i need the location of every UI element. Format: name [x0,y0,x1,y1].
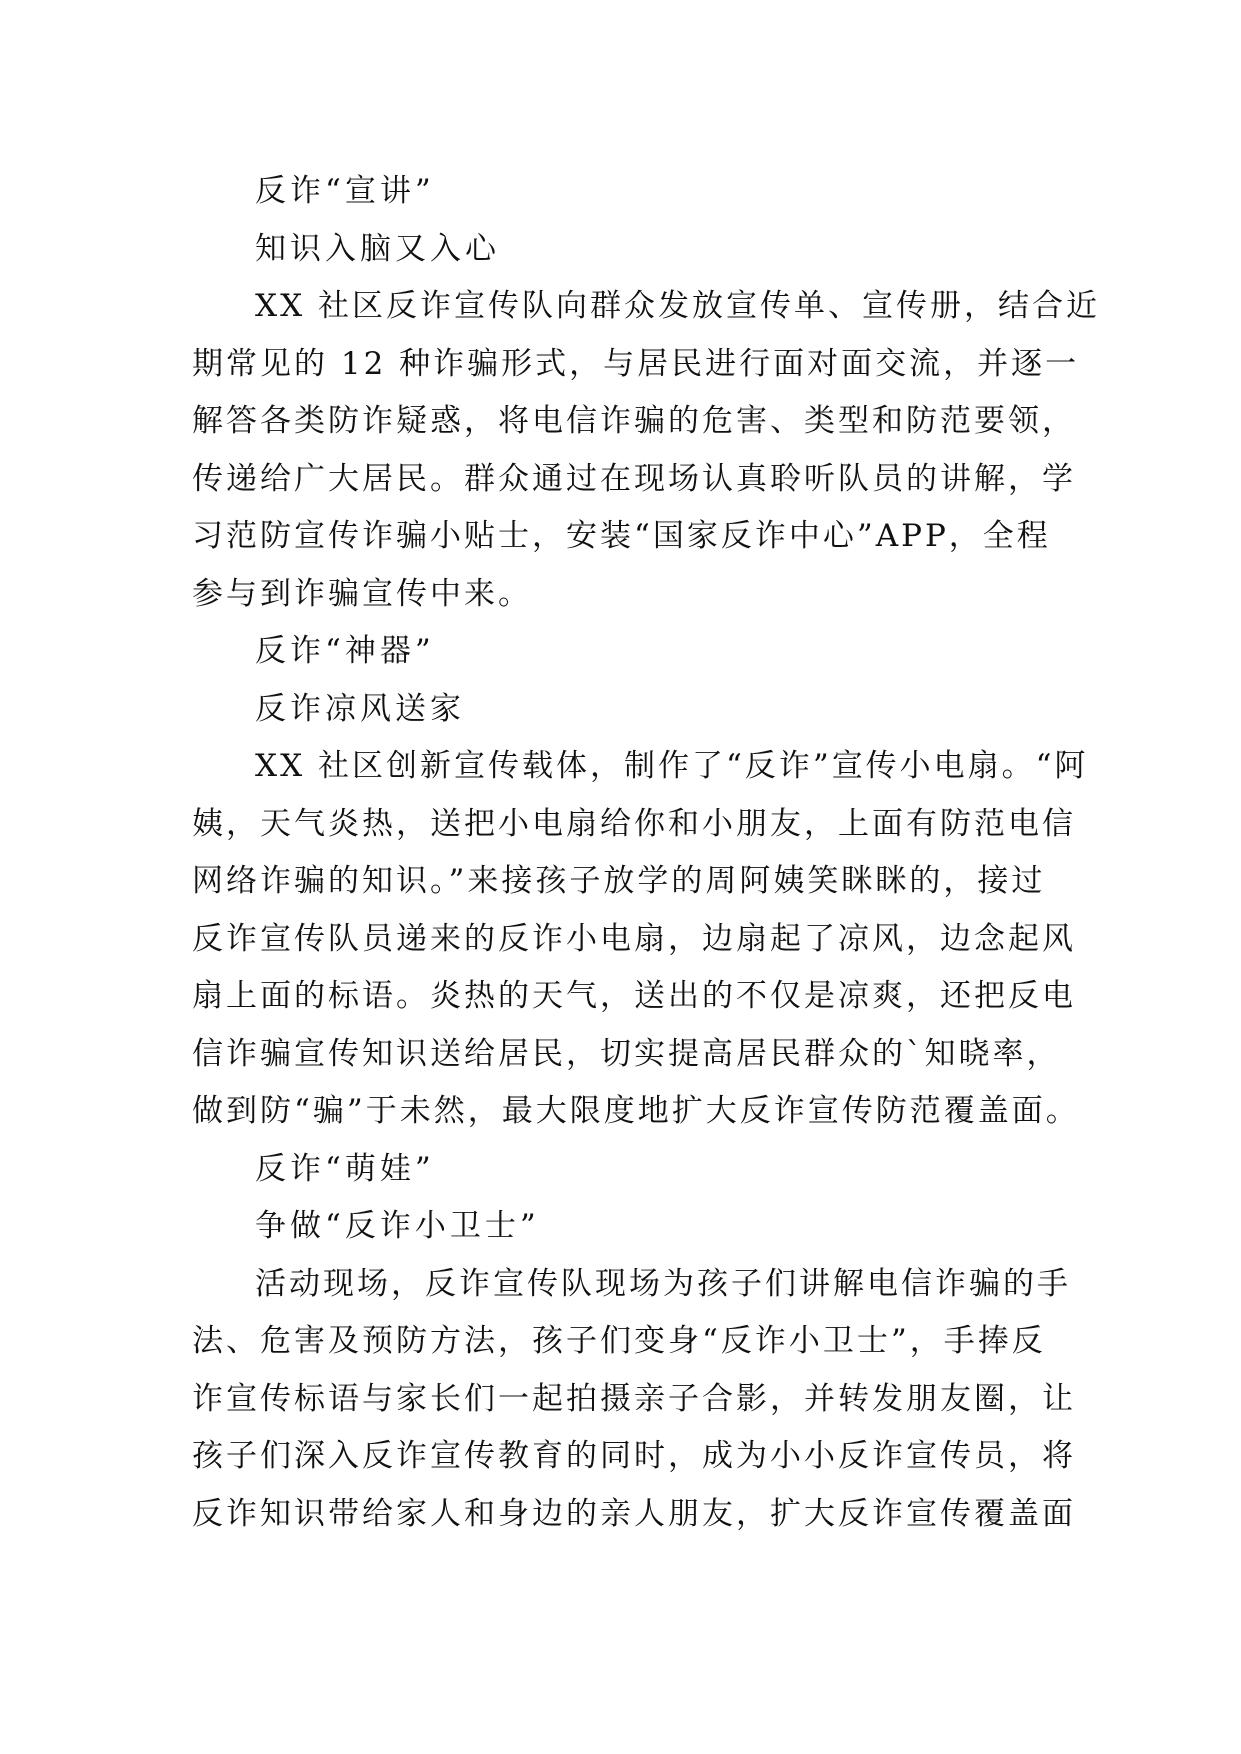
paragraph-line: 习范防宣传诈骗小贴士，安装“国家反诈中心”APP，全程 [192,518,1051,554]
paragraph-line: 扇上面的标语。炎热的天气，送出的不仅是凉爽，还把反电 [192,978,1076,1014]
section-heading: 反诈“萌娃” [255,1150,435,1187]
paragraph-line: 参与到诈骗宣传中来。 [192,575,532,612]
paragraph-line: 期常见的 12 种诈骗形式，与居民进行面对面交流，并逐一 [192,345,1080,382]
paragraph-line: 诈宣传标语与家长们一起拍摄亲子合影，并转发朋友圈，让 [192,1380,1076,1417]
paragraph-line: 姨，天气炎热，送把小电扇给你和小朋友，上面有防范电信 [192,805,1076,842]
paragraph-line: 反诈知识带给家人和身边的亲人朋友，扩大反诈宣传覆盖面 [192,1495,1076,1532]
paragraph-line: 网络诈骗的知识。”来接孩子放学的周阿姨笑眯眯的，接过 [192,863,1046,899]
paragraph-line: XX 社区反诈宣传队向群众发放宣传单、宣传册，结合近 [255,288,1100,324]
paragraph-line: XX 社区创新宣传载体，制作了“反诈”宣传小电扇。“阿 [255,748,1089,784]
paragraph-line: 信诈骗宣传知识送给居民，切实提高居民群众的`知晓率， [192,1035,1061,1072]
section-heading: 反诈“宣讲” [255,173,435,209]
paragraph-line: 孩子们深入反诈宣传教育的同时，成为小小反诈宣传员，将 [192,1438,1076,1474]
paragraph-line: 法、危害及预防方法，孩子们变身“反诈小卫士”，手捧反 [192,1323,1046,1359]
section-subheading: 知识入脑又入心 [255,230,500,267]
document-content [192,163,1100,1543]
section-subheading: 争做“反诈小卫士” [255,1208,540,1244]
paragraph-line: 活动现场，反诈宣传队现场为孩子们讲解电信诈骗的手 [255,1265,1071,1302]
section-subheading: 反诈凉风送家 [255,690,465,727]
section-heading: 反诈“神器” [255,633,435,669]
paragraph-line: 解答各类防诈疑惑，将电信诈骗的危害、类型和防范要领， [192,403,1076,439]
paragraph-line: 反诈宣传队员递来的反诈小电扇，边扇起了凉风，边念起风 [192,920,1076,957]
paragraph-line: 做到防“骗”于未然，最大限度地扩大反诈宣传防范覆盖面。 [192,1093,1080,1129]
paragraph-line: 传递给广大居民。群众通过在现场认真聆听队员的讲解，学 [192,460,1076,497]
